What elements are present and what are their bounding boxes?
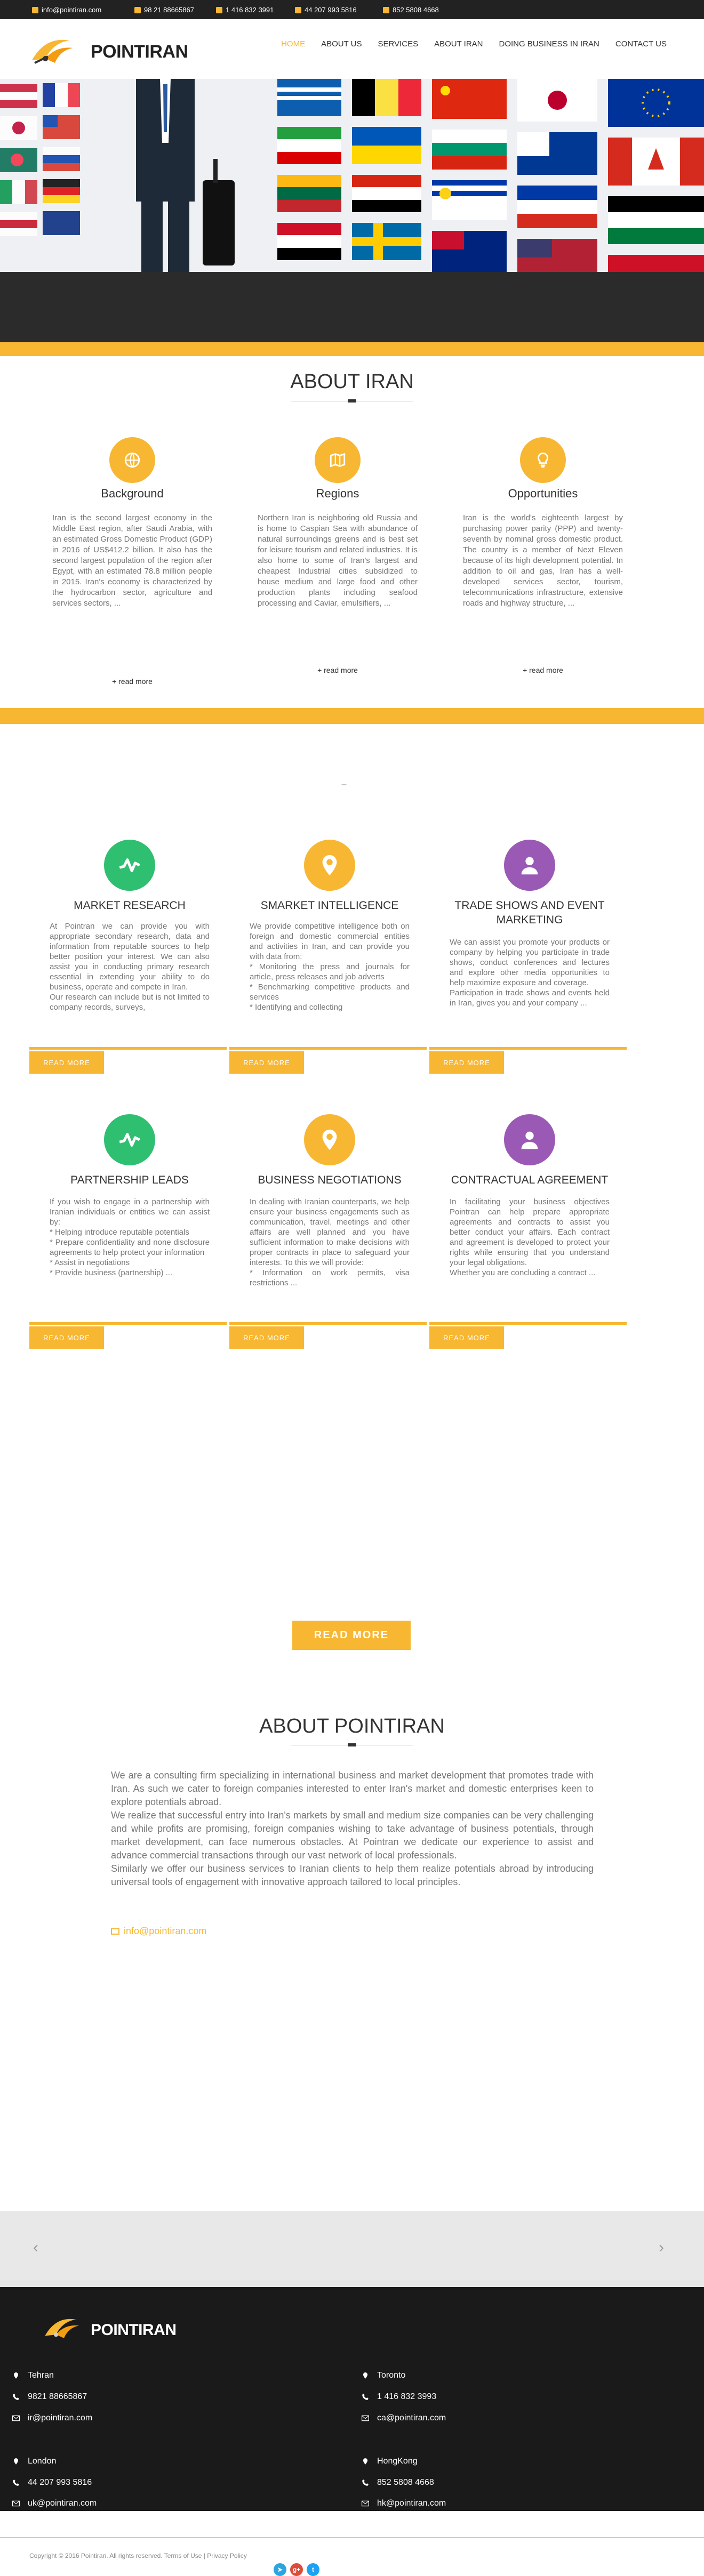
envelope-icon — [111, 1928, 119, 1935]
service-text: In dealing with Iranian counterparts, we help ensure your business engagements such as communication, travel, meetings and other affairs are well planned and you have sufficient information to make decisions with proper contracts in place to safeguard your interests. To this we will provide: * Information on work permits, visa restrictions ... — [250, 1197, 410, 1287]
phone-icon — [361, 2478, 370, 2487]
about-paragraph: Similarly we offer our business services to Iranian clients to help them realize potentials abroad by introducing universal tools of engagement with innovative approach tailored to local principles. — [111, 1863, 594, 1887]
pulse-icon — [104, 840, 155, 891]
read-more-button[interactable]: READ MORE — [29, 1326, 104, 1349]
phone-icon — [12, 2393, 20, 2401]
chevron-right-icon[interactable]: › — [659, 2239, 664, 2256]
hero-banner — [0, 79, 704, 272]
column-text: Northern Iran is neighboring old Russia and is home to Caspian Sea with abundance of natural surroundings greens and is best set for leisure tourism and related industries. It is also home to some of Iran's largest and cheapest Industrial cities subsidized to house medium and large food and other production plants including seafood processing and Caviar, emulsifiers, ... — [258, 513, 418, 608]
section-divider — [0, 342, 704, 356]
nav-services[interactable]: SERVICES — [378, 39, 419, 49]
read-more-button[interactable]: READ MORE — [229, 1051, 304, 1074]
service-underline — [429, 1047, 627, 1050]
nav-doing-business[interactable]: DOING BUSINESS IN IRAN — [499, 39, 599, 49]
envelope-icon — [32, 7, 38, 13]
nav-about-iran[interactable]: ABOUT IRAN — [434, 39, 483, 49]
phone-icon — [216, 7, 222, 13]
section-divider — [0, 708, 704, 724]
nav-about-us[interactable]: ABOUT US — [321, 39, 362, 49]
chevron-left-icon[interactable]: ‹ — [33, 2239, 38, 2256]
service-title: BUSINESS NEGOTIATIONS — [258, 1174, 402, 1186]
globe-icon — [109, 437, 155, 483]
hero-flags-image — [0, 79, 704, 272]
twitter-icon[interactable]: t — [307, 2563, 319, 2576]
site-footer — [0, 2287, 704, 2511]
user-icon — [504, 1114, 555, 1165]
service-text: At Pointran we can provide you with appropriate secondary research, data and information from reputable sources to help better position your interest. We can also assist you in conducting primary research essential in extending your ability to do business, operate and compete in Iran. Our research can include but is not limited to company records, surveys, — [50, 922, 210, 1012]
about-paragraph: We realize that successful entry into Iran's markets by small and medium size companies can be very challenging and while profits are promising, foreign companies wishing to take advantage of business potentials, through market development, can face numerous obstacles. At Pointran we dedicate our experience to assist and advance commercial transactions through our vast network of local professionals. — [111, 1810, 594, 1861]
column-text: Iran is the world's eighteenth largest by purchasing power parity (PPP) and twenty-seventh by nominal gross domestic product. The country is a member of Next Eleven because of its high development potential. In addition to oil and gas, Iran has a well-developed services sector, tourism, telecommunications infrastructure, extensive roads and highway structure, ... — [463, 513, 623, 608]
phone-icon — [12, 2478, 20, 2487]
envelope-icon — [361, 2499, 370, 2508]
read-more-link[interactable]: + read more — [317, 666, 358, 674]
services-read-more-button[interactable]: READ MORE — [292, 1621, 411, 1650]
lightbulb-icon — [520, 437, 566, 483]
phone-icon — [383, 7, 389, 13]
location-pin-icon — [304, 840, 355, 891]
service-underline — [29, 1322, 227, 1325]
about-paragraph: We are a consulting firm specializing in international business and market development that promotes trade with Iran. As such we cater to foreign companies interested to enter Iran's market and domestic enterprises keen to explore potentials abroad. — [111, 1770, 594, 1807]
map-icon — [315, 437, 361, 483]
testimonial-slider — [0, 2211, 704, 2287]
read-more-link[interactable]: + read more — [112, 677, 153, 686]
office-email[interactable]: ir@pointiran.com — [12, 2413, 92, 2423]
user-icon — [504, 840, 555, 891]
office-city: HongKong — [361, 2457, 418, 2466]
services-divider: --- — [341, 780, 346, 788]
logo[interactable] — [29, 31, 189, 68]
office-phone[interactable]: 44 207 993 5816 — [12, 2478, 92, 2488]
office-city: Toronto — [361, 2371, 405, 2380]
read-more-button[interactable]: READ MORE — [29, 1051, 104, 1074]
phone-icon — [361, 2393, 370, 2401]
service-underline — [429, 1322, 627, 1325]
google-plus-icon[interactable]: g+ — [290, 2563, 303, 2576]
map-marker-icon — [12, 2457, 20, 2466]
topbar-phone[interactable]: 44 207 993 5816 — [295, 6, 357, 14]
map-marker-icon — [361, 2457, 370, 2466]
topbar-phone[interactable]: 852 5808 4668 — [383, 6, 439, 14]
service-text: We provide competitive intelligence both on foreign and domestic commercial entities and activities in Iran, and can provide you with data from: * Monitoring the press and journals for article, press releases and job adverts * Benchmarking competitive products and services * Identifying and collecting — [250, 922, 410, 1012]
service-underline — [229, 1047, 427, 1050]
column-title: Regions — [316, 487, 359, 500]
main-nav — [281, 39, 667, 49]
service-title: SMARKET INTELLIGENCE — [260, 899, 399, 912]
top-bar — [0, 0, 704, 19]
service-underline — [29, 1047, 227, 1050]
service-text: In facilitating your business objectives Pointran can help prepare appropriate agreements and contracts to assist you better conduct your affairs. Each contract and agreement is developed to protect your rights while ensuring that you understand your legal obligations. Whether you are concluding a contract ... — [450, 1197, 610, 1277]
copyright-text: Copyright © 2016 Pointiran. All rights reserved. Terms of Use | Privacy Policy — [29, 2552, 247, 2559]
read-more-button[interactable]: READ MORE — [429, 1326, 504, 1349]
topbar-phone[interactable]: 98 21 88665867 — [134, 6, 194, 14]
nav-contact-us[interactable]: CONTACT US — [615, 39, 667, 49]
office-email[interactable]: uk@pointiran.com — [12, 2499, 97, 2508]
office-email[interactable]: ca@pointiran.com — [361, 2413, 446, 2423]
column-text: Iran is the second largest economy in the Middle East region, after Saudi Arabia, with an estimated Gross Domestic Product (GDP) in 2016 of US$412.2 billion. It also has the second largest population of the region after Egypt, with an estimated 78.8 million people in 2015. Iran's economy is characterized by the hydrocarbon sector, agriculture and services sectors, ... — [52, 513, 212, 608]
pulse-icon — [104, 1114, 155, 1165]
phone-icon — [295, 7, 301, 13]
logo-icon — [29, 31, 93, 68]
logo-icon — [43, 2311, 96, 2343]
read-more-button[interactable]: READ MORE — [429, 1051, 504, 1074]
service-title: PARTNERSHIP LEADS — [70, 1174, 189, 1186]
site-header — [0, 19, 704, 79]
about-email-link[interactable]: info@pointiran.com — [111, 1926, 206, 1937]
footer-logo-text: POINTIRAN — [91, 2321, 177, 2339]
read-more-button[interactable]: READ MORE — [229, 1326, 304, 1349]
topbar-phone[interactable]: 1 416 832 3991 — [216, 6, 274, 14]
read-more-link[interactable]: + read more — [523, 666, 563, 674]
service-title: CONTRACTUAL AGREEMENT — [451, 1174, 609, 1186]
logo-text: POINTIRAN — [91, 42, 188, 62]
envelope-icon — [12, 2499, 20, 2508]
service-title: TRADE SHOWS AND EVENT MARKETING — [454, 899, 605, 926]
map-marker-icon — [361, 2371, 370, 2380]
telegram-icon[interactable]: ➤ — [274, 2563, 286, 2576]
service-underline — [229, 1322, 427, 1325]
column-title: Background — [101, 487, 164, 500]
service-title: MARKET RESEARCH — [74, 899, 186, 912]
office-phone[interactable]: 1 416 832 3993 — [361, 2392, 436, 2402]
phone-icon — [134, 7, 141, 13]
office-email[interactable]: hk@pointiran.com — [361, 2499, 446, 2508]
office-phone[interactable]: 9821 88665867 — [12, 2392, 87, 2402]
office-city: Tehran — [12, 2371, 54, 2380]
about-pointiran-text — [111, 1769, 594, 1889]
location-pin-icon — [304, 1114, 355, 1165]
envelope-icon — [12, 2414, 20, 2422]
service-text: We can assist you promote your products or company by helping you participate in trade shows, conduct conferences and lectures and explore other media opportunities to help maximize exposure and coverage. Participation in trade shows and events held in Iran, gives you and your company ... — [450, 938, 610, 1008]
about-pointiran-title: ABOUT POINTIRAN — [259, 1715, 445, 1737]
hero-dark-band — [0, 272, 704, 342]
topbar-email[interactable]: info@pointiran.com — [32, 6, 101, 14]
office-city: London — [12, 2457, 56, 2466]
nav-home[interactable]: HOME — [281, 39, 306, 49]
column-title: Opportunities — [508, 487, 578, 500]
map-marker-icon — [12, 2371, 20, 2380]
office-phone[interactable]: 852 5808 4668 — [361, 2478, 434, 2488]
envelope-icon — [361, 2414, 370, 2422]
about-iran-title: ABOUT IRAN — [290, 371, 414, 393]
service-text: If you wish to engage in a partnership with Iranian individuals or entities we can assist by: * Helping introduce reputable potentials * Prepare confidentiality and none disclosure agreements to help protect your information * Assist in negotiations * Provide business (partnership) ... — [50, 1197, 210, 1277]
